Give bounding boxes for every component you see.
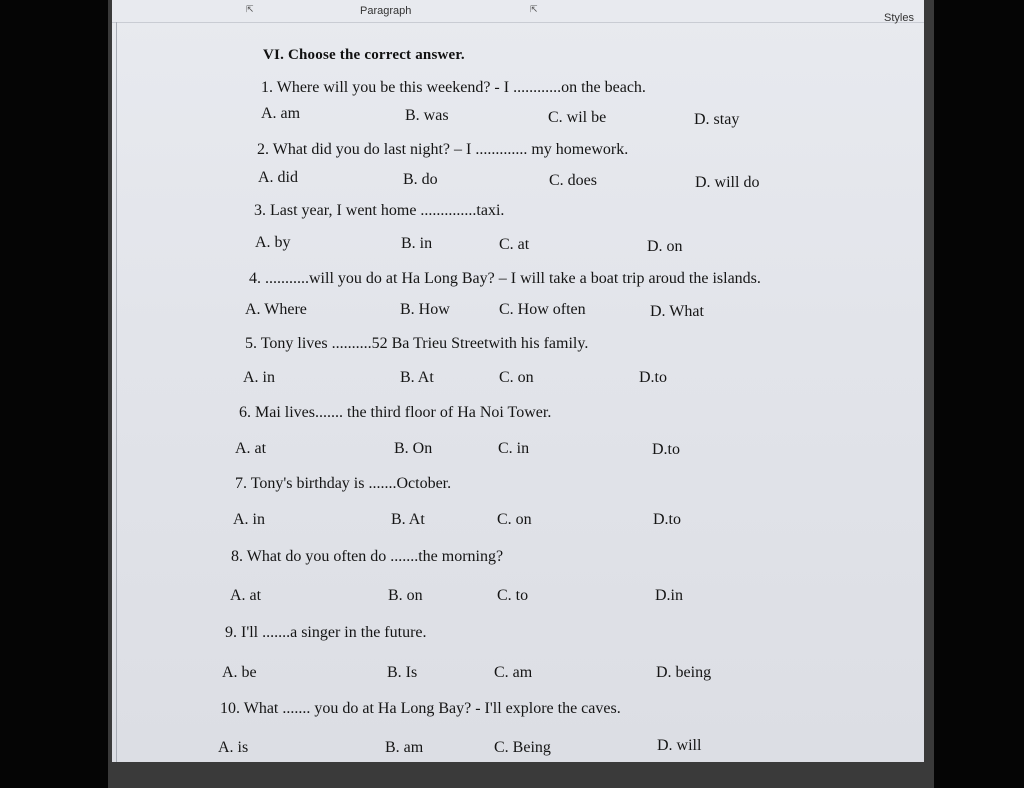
option-4d: D. What <box>650 303 704 320</box>
option-7d: D.to <box>653 511 681 528</box>
option-5a: A. in <box>243 369 275 386</box>
document-page <box>112 0 924 762</box>
option-3d: D. on <box>647 238 683 255</box>
question-5: 5. Tony lives ..........52 Ba Trieu Streetwith his family. <box>245 335 589 352</box>
option-4b: B. How <box>400 301 450 318</box>
option-2c: C. does <box>549 172 597 189</box>
option-1a: A. am <box>261 105 301 122</box>
option-4a: A. Where <box>245 301 307 318</box>
question-3: 3. Last year, I went home ..............taxi. <box>254 202 505 219</box>
option-8b: B. on <box>388 587 423 604</box>
paragraph-group-label: Paragraph <box>360 5 412 17</box>
question-6: 6. Mai lives....... the third floor of Ha Noi Tower. <box>239 404 552 421</box>
option-8c: C. to <box>497 587 529 604</box>
option-8d: D.in <box>655 587 683 604</box>
option-6c: C. in <box>498 440 530 457</box>
option-1c: C. wil be <box>548 109 607 126</box>
question-1: 1. Where will you be this weekend? - I ............on the beach. <box>261 79 646 96</box>
option-3b: B. in <box>401 235 433 252</box>
dialog-launcher-icon[interactable]: ⇱ <box>530 4 538 14</box>
document-body[interactable] <box>116 22 916 762</box>
question-7: 7. Tony's birthday is .......October. <box>235 475 452 492</box>
option-5c: C. on <box>499 369 534 386</box>
styles-group-label: Styles <box>884 12 914 24</box>
option-10d: D. will <box>657 737 702 754</box>
option-7a: A. in <box>233 511 265 528</box>
option-3a: A. by <box>255 234 291 251</box>
option-10b: B. am <box>385 739 424 756</box>
option-4c: C. How often <box>499 301 586 318</box>
option-3c: C. at <box>499 236 530 253</box>
option-6d: D.to <box>652 441 680 458</box>
option-7b: B. At <box>391 511 425 528</box>
option-2a: A. did <box>258 169 298 186</box>
option-2d: D. will do <box>695 174 760 191</box>
question-9: 9. I'll .......a singer in the future. <box>225 624 427 641</box>
option-9d: D. being <box>656 664 712 681</box>
dialog-launcher-icon[interactable]: ⇱ <box>246 4 254 14</box>
option-9a: A. be <box>222 664 257 681</box>
question-10: 10. What ....... you do at Ha Long Bay? - I'll explore the caves. <box>220 700 621 717</box>
option-6a: A. at <box>235 440 267 457</box>
option-9b: B. Is <box>387 664 418 681</box>
exercise-heading: VI. Choose the correct answer. <box>263 47 465 63</box>
option-8a: A. at <box>230 587 262 604</box>
option-7c: C. on <box>497 511 532 528</box>
option-1b: B. was <box>405 107 449 124</box>
option-1d: D. stay <box>694 111 740 128</box>
option-5b: B. At <box>400 369 434 386</box>
option-5d: D.to <box>639 369 667 386</box>
option-9c: C. am <box>494 664 533 681</box>
question-8: 8. What do you often do .......the morning? <box>231 548 504 565</box>
option-2b: B. do <box>403 171 438 188</box>
question-4: 4. ...........will you do at Ha Long Bay? – I will take a boat trip aroud the islands. <box>249 270 761 287</box>
question-2: 2. What did you do last night? – I ............. my homework. <box>257 141 629 158</box>
ribbon-group-labels <box>112 0 924 23</box>
option-6b: B. On <box>394 440 433 457</box>
option-10a: A. is <box>218 739 249 756</box>
option-10c: C. Being <box>494 739 551 756</box>
